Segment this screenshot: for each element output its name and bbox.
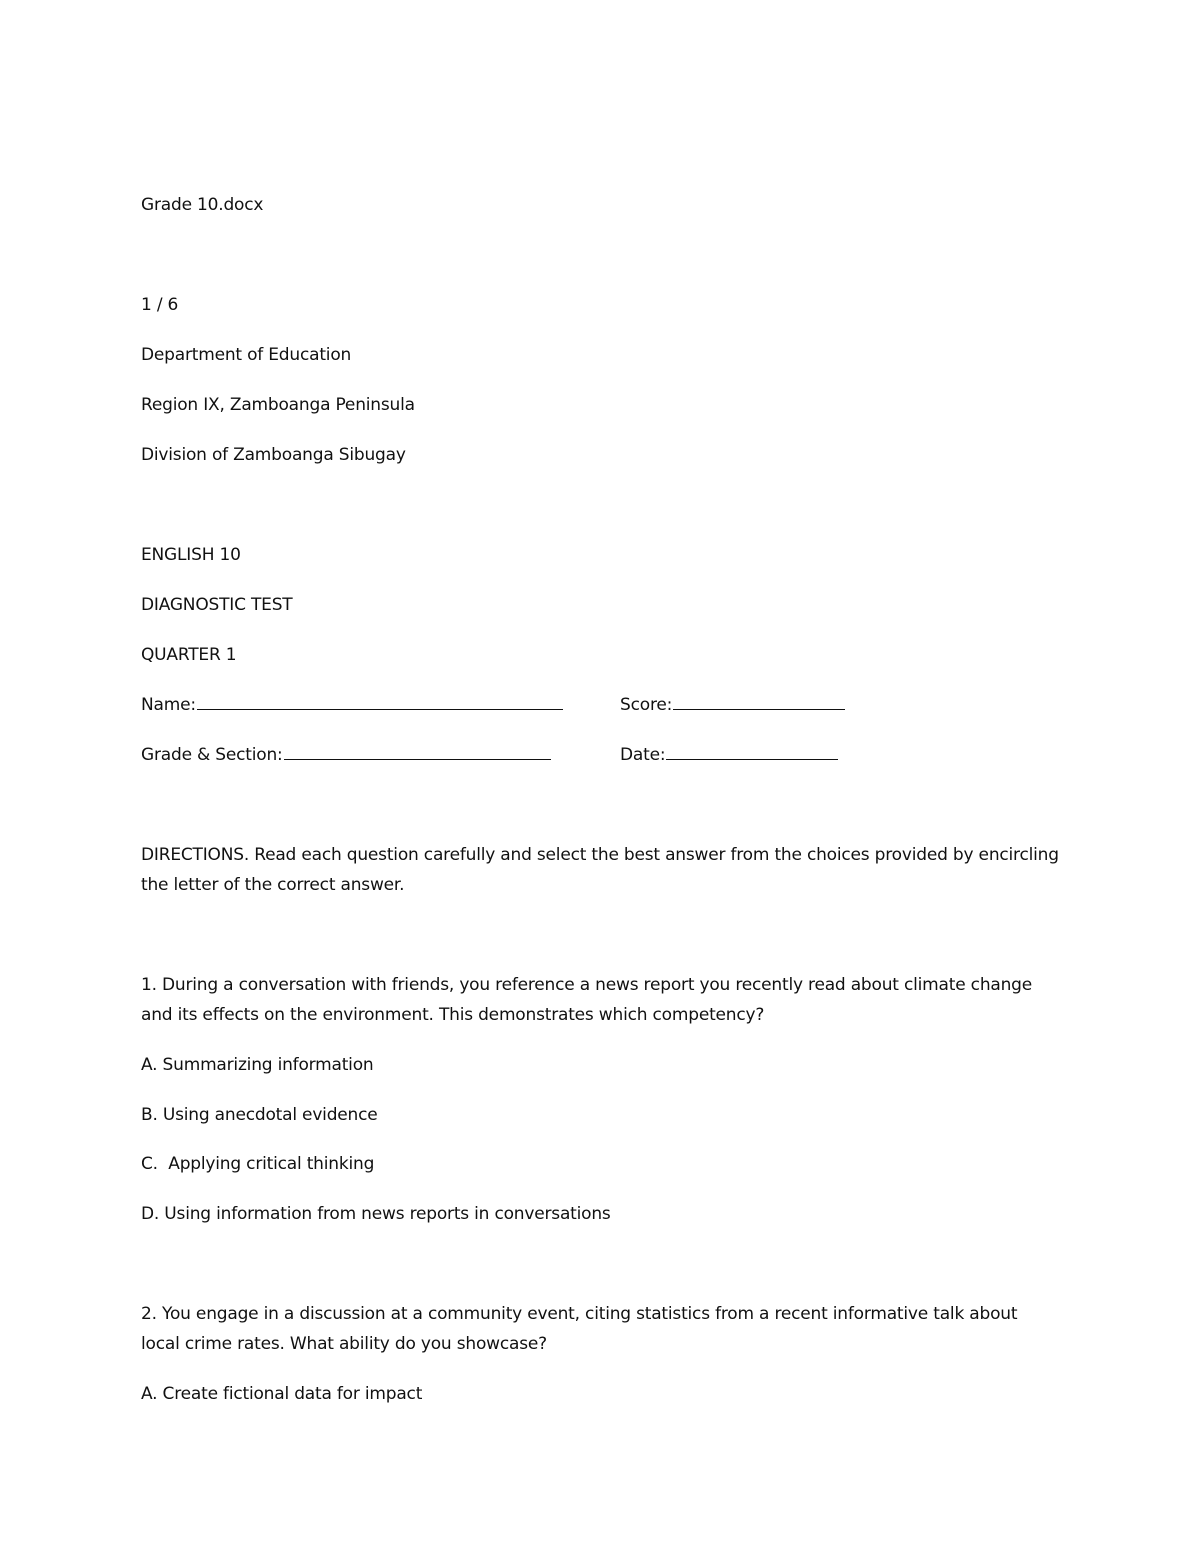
subject-title: ENGLISH 10: [141, 545, 241, 565]
grade-section-label: Grade & Section:: [141, 745, 283, 765]
quarter-label: QUARTER 1: [141, 645, 237, 665]
grade-section-field: [141, 740, 551, 770]
name-blank-line: [197, 691, 563, 710]
question-1-text: 1. During a conversation with friends, you reference a news report you recently read about climate change and its effects on the environment. This demonstrates which competency?: [141, 975, 1033, 1025]
date-blank-line: [666, 741, 838, 760]
division-name: Division of Zamboanga Sibugay: [141, 445, 406, 465]
score-blank-line: [673, 691, 845, 710]
question-1-choice-b: B. Using anecdotal evidence: [141, 1105, 378, 1125]
directions-text: DIRECTIONS. Read each question carefully and select the best answer from the choices provided by encircling the letter of the correct answer.: [141, 845, 1059, 895]
test-type: DIAGNOSTIC TEST: [141, 595, 293, 615]
date-label: Date:: [620, 745, 666, 765]
grade-section-blank-line: [284, 741, 551, 760]
question-1-choice-c: C. Applying critical thinking: [141, 1154, 375, 1174]
score-label: Score:: [620, 695, 673, 715]
region-name: Region IX, Zamboanga Peninsula: [141, 395, 415, 415]
document-filename: Grade 10.docx: [141, 195, 264, 215]
page-indicator: 1 / 6: [141, 295, 179, 315]
question-1-choice-d: D. Using information from news reports in conversations: [141, 1204, 611, 1224]
date-field: [620, 740, 838, 770]
question-1-choice-a: A. Summarizing information: [141, 1055, 374, 1075]
question-2-choice-a: A. Create fictional data for impact: [141, 1384, 423, 1404]
name-label: Name:: [141, 695, 196, 715]
name-field: [141, 690, 563, 720]
score-field: [620, 690, 845, 720]
question-2-text: 2. You engage in a discussion at a community event, citing statistics from a recent informative talk about local crime rates. What ability do you showcase?: [141, 1304, 1018, 1354]
department-name: Department of Education: [141, 345, 352, 365]
